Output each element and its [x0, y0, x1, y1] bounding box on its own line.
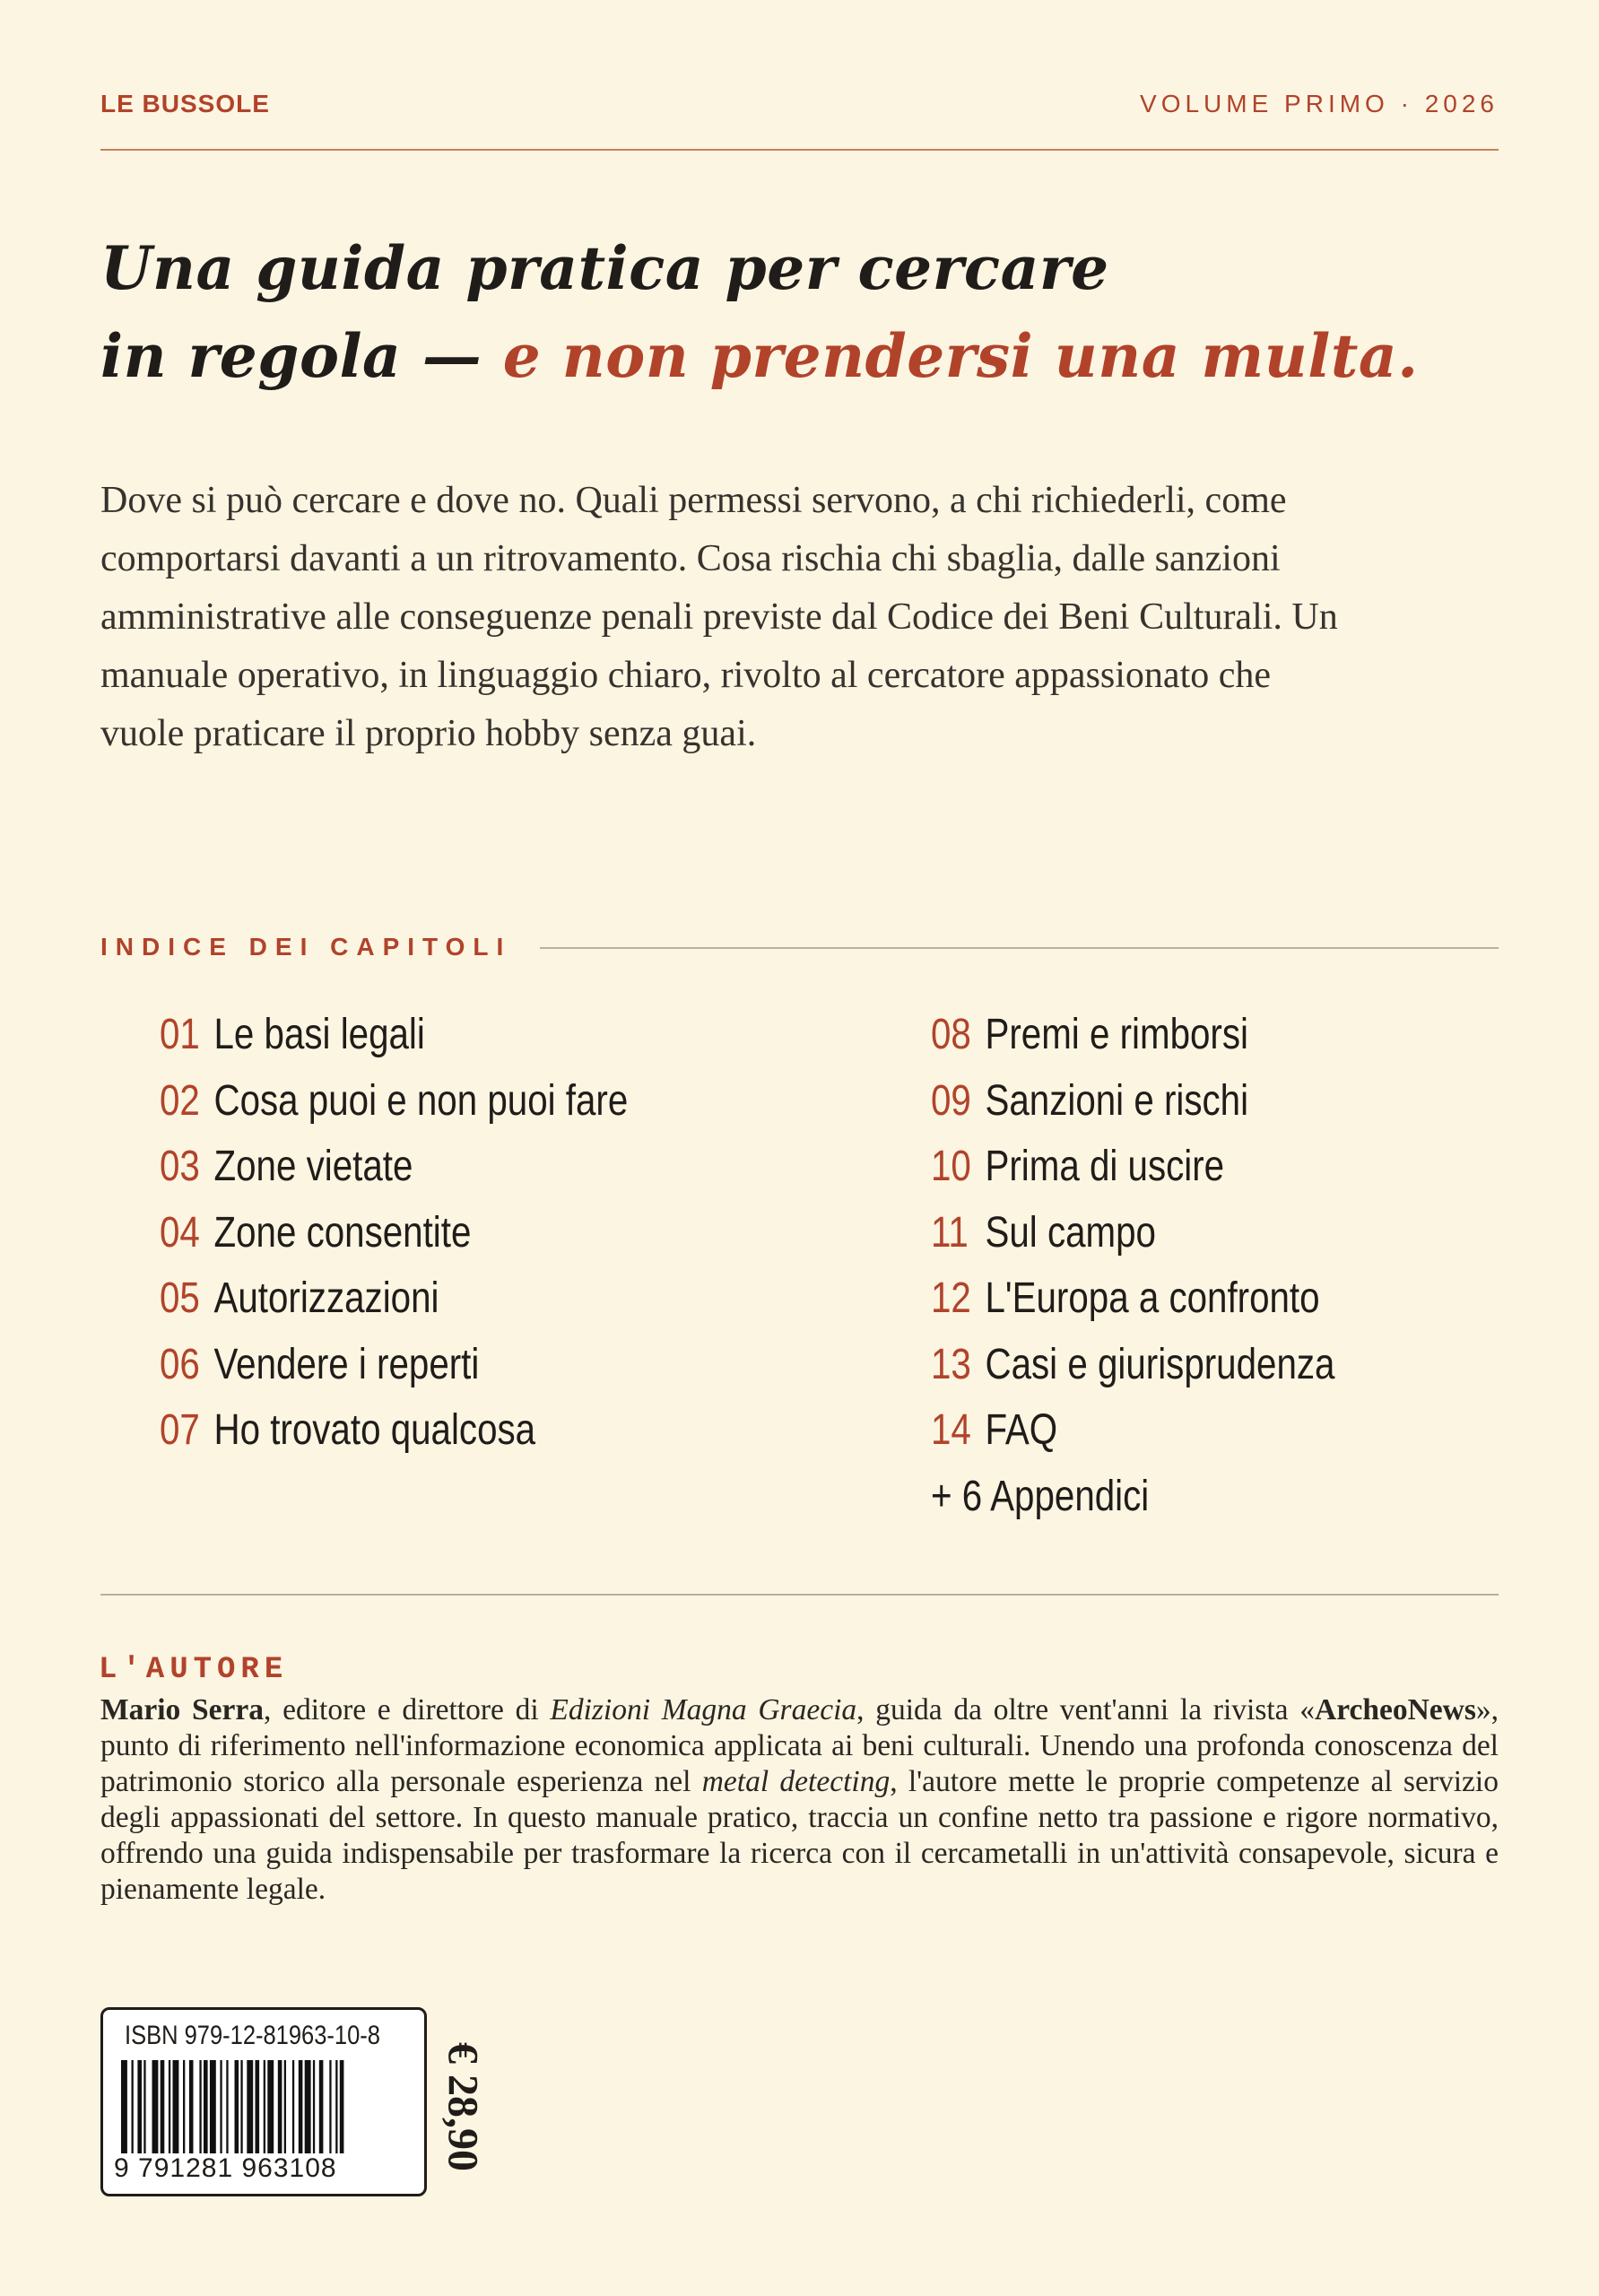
index-header [100, 933, 1499, 969]
toc-number: 06 [160, 1340, 200, 1388]
headline [100, 224, 1535, 400]
volume-label: VOLUME PRIMO · 2026 [1140, 90, 1499, 117]
toc-title: Casi e giurisprudenza [985, 1340, 1335, 1388]
toc-title: L'Europa a confronto [985, 1274, 1320, 1322]
headline-accent: e non prendersi una multa. [502, 321, 1419, 391]
barcode-stripe [329, 2060, 331, 2153]
index-divider [540, 947, 1499, 949]
series-name: LE BUSSOLE [100, 90, 270, 117]
barcode-stripe [210, 2060, 216, 2153]
price-tag [438, 2014, 488, 2199]
toc-number: 12 [931, 1274, 971, 1322]
blurb-paragraph: Dove si può cercare e dove no. Quali permessi servono, a chi richiederli, come comportarsi davanti a un ritrovamento. Cosa rischia chi sbaglia, dalle sanzioni amministrative alle conseguenze penali previste dal Codice dei Beni Culturali. Un manuale operativo, in linguaggio chiaro, rivolto al cercatore appassionato che vuole praticare il proprio hobby senza guai. [100, 480, 1338, 754]
author-bio-text: , guida da oltre vent'anni la rivista « [856, 1693, 1315, 1726]
barcode-box [100, 2007, 427, 2196]
author-bio [100, 1692, 1499, 1908]
barcode-stripe [204, 2060, 208, 2153]
toc-item [931, 1074, 1334, 1141]
barcode-stripe [132, 2060, 134, 2153]
barcode-stripe [137, 2060, 142, 2153]
barcode-stripe [292, 2060, 294, 2153]
publisher-name: Edizioni Magna Graecia [550, 1693, 857, 1726]
hobby-term: metal detecting [701, 1765, 891, 1798]
top-divider [100, 149, 1499, 151]
barcode-stripe [226, 2060, 228, 2153]
toc-title: Premi e rimborsi [985, 1011, 1248, 1058]
toc-number: 01 [160, 1011, 200, 1058]
barcode-stripe [169, 2060, 170, 2153]
toc-number: 10 [931, 1143, 971, 1190]
author-bio-text: , l'autore mette le proprie competenze al servizio degli appassionati del settore. In questo manuale pratico, traccia un confine netto tra passione e rigore normativo, offrendo una guida indispensabile per trasformare la ricerca con il cercametalli in un'attività consapevole, sicura e pienamente legale. [100, 1765, 1499, 1906]
toc-number: 11 [931, 1208, 969, 1257]
toc-item [160, 1008, 628, 1074]
barcode-stripe [235, 2060, 239, 2153]
barcode-stripe [264, 2060, 265, 2153]
toc-number: 13 [931, 1340, 971, 1388]
author-name: Mario Serra [100, 1693, 264, 1726]
toc-item [160, 1404, 628, 1470]
toc-number: 04 [160, 1208, 200, 1257]
toc-title: Prima di uscire [985, 1143, 1225, 1190]
toc-number: 14 [931, 1406, 971, 1454]
toc-number: 03 [160, 1143, 200, 1190]
magazine-name: ArcheoNews [1315, 1693, 1476, 1726]
toc-title: Zone consentite [213, 1208, 472, 1257]
toc-title: FAQ [985, 1406, 1058, 1454]
appendix-label: + 6 Appendici [931, 1472, 1150, 1520]
barcode-stripe [199, 2060, 201, 2153]
barcode-bars [121, 2060, 408, 2153]
toc-item [931, 1140, 1334, 1206]
toc-item [160, 1206, 628, 1273]
isbn-label: ISBN 979-12-81963-10-8 [125, 2021, 380, 2050]
headline-line-2 [100, 312, 1535, 400]
toc-item [931, 1404, 1334, 1470]
toc-item [160, 1338, 628, 1405]
toc-title: Autorizzazioni [213, 1274, 439, 1322]
toc-number: 09 [931, 1076, 971, 1125]
index-label: INDICE DEI CAPITOLI [100, 933, 518, 961]
barcode-stripe [278, 2060, 282, 2153]
toc-title: Sanzioni e rischi [985, 1076, 1249, 1125]
toc-item [931, 1206, 1334, 1273]
top-bar [100, 90, 1499, 129]
barcode-stripe [313, 2060, 315, 2153]
barcode-stripe [161, 2060, 165, 2153]
barcode-stripe [189, 2060, 194, 2153]
toc-column-left [160, 1008, 717, 1470]
barcode-stripe [240, 2060, 242, 2153]
barcode-stripe [152, 2060, 159, 2153]
price-label: € 28,90 [439, 2042, 487, 2171]
headline-line-1: Una guida pratica per cercare [100, 233, 1109, 303]
barcode-stripe [247, 2060, 253, 2153]
author-bio-text: , editore e direttore di [264, 1693, 551, 1726]
toc-item [160, 1140, 628, 1206]
barcode-stripe [183, 2060, 185, 2153]
toc-item [931, 1272, 1334, 1338]
toc-column-right [931, 1008, 1412, 1535]
toc-title: Cosa puoi e non puoi fare [213, 1076, 629, 1125]
barcode-stripe [335, 2060, 337, 2153]
toc-title: Le basi legali [213, 1011, 425, 1058]
barcode-stripe [340, 2060, 344, 2153]
toc-title: Zone vietate [213, 1143, 413, 1190]
toc-appendix [931, 1470, 1334, 1536]
toc-item [160, 1272, 628, 1338]
toc-item [931, 1008, 1334, 1074]
author-heading: L'AUTORE [99, 1653, 289, 1687]
toc-item [931, 1338, 1334, 1405]
toc-number: 08 [931, 1011, 971, 1058]
author-bio-text: », punto di riferimento nell'informazione economica applicata ai beni culturali. Unendo una profonda conoscenza del patrimonio storico alla personale esperienza nel [100, 1693, 1499, 1798]
barcode-stripe [305, 2060, 311, 2153]
barcode-stripe [173, 2060, 179, 2153]
toc-title: Vendere i reperti [213, 1340, 480, 1388]
barcode-stripe [121, 2060, 127, 2153]
toc-number: 02 [160, 1076, 200, 1125]
barcode-stripe [256, 2060, 260, 2153]
barcode-digits: 9 791281 963108 [114, 2153, 337, 2183]
toc-item [160, 1074, 628, 1141]
toc-number: 05 [160, 1274, 200, 1322]
toc-title: Sul campo [985, 1208, 1156, 1257]
toc-title: Ho trovato qualcosa [213, 1406, 536, 1454]
headline-line-2-start: in regola — [100, 321, 503, 391]
barcode-stripe [267, 2060, 274, 2153]
barcode-stripe [284, 2060, 286, 2153]
toc-number: 07 [160, 1406, 200, 1454]
barcode-stripe [319, 2060, 324, 2153]
section-divider [100, 1594, 1499, 1596]
barcode-stripe [299, 2060, 303, 2153]
barcode-stripe [143, 2060, 145, 2153]
barcode-stripe [220, 2060, 222, 2153]
